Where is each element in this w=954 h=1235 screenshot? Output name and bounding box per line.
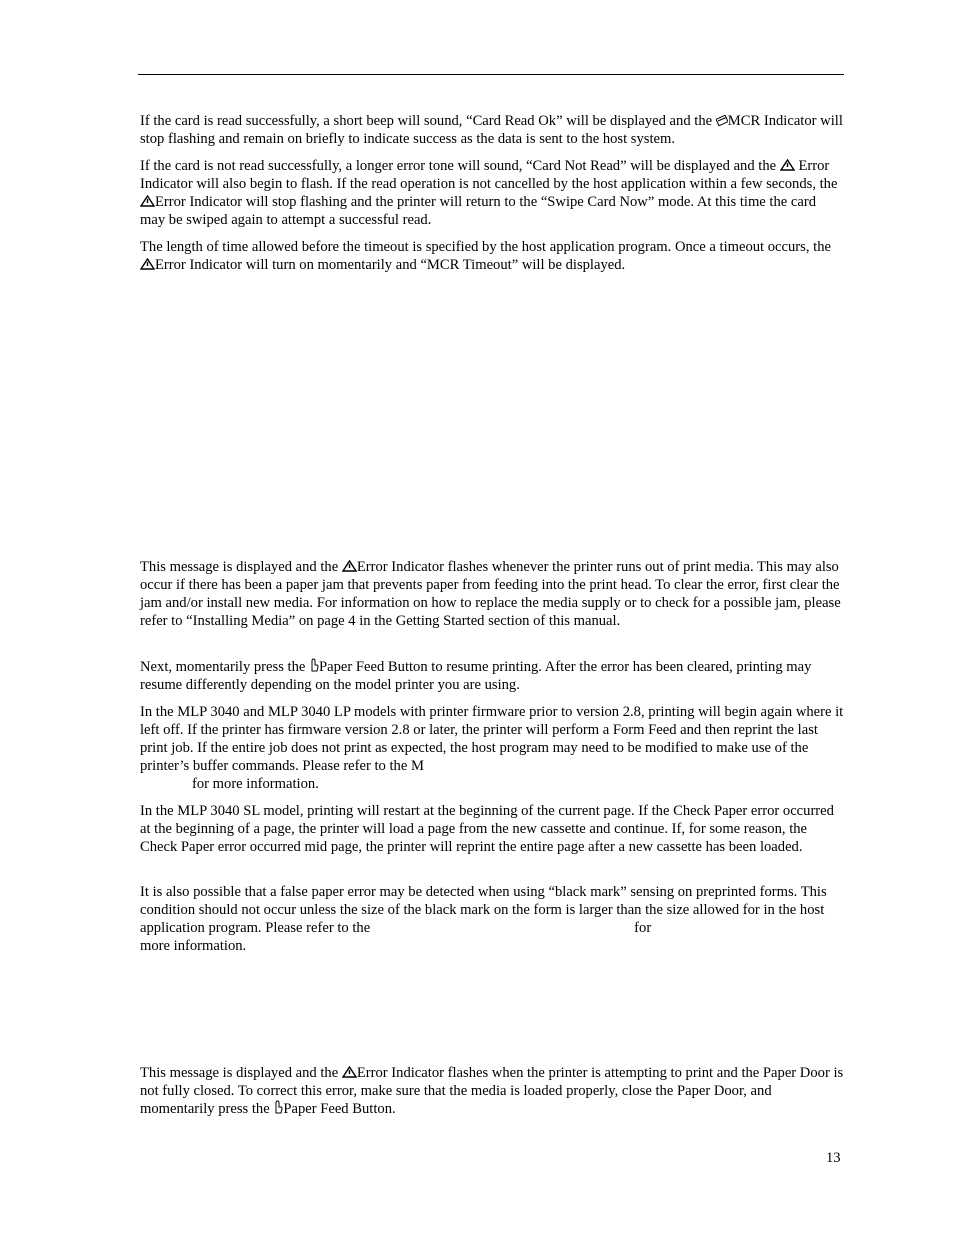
mcr-success-paragraph: If the card is read successfully, a short beep will sound, “Card Read Ok” will be displayed and the MCR Indicator will stop flashing and remain on briefly to indicate success as the data is sent to the host system.: [140, 113, 843, 147]
mcr-failure-paragraph: If the card is not read successfully, a longer error tone will sound, “Card Not Read” will be displayed and the Error Indicator will also begin to flash. If the read operation is not cancelled by the host application within a few seconds, the Error Indicator will stop flashing and the printer will return to the “Swipe Card Now” mode. At this time the card may be swiped again to attempt a successful read.: [140, 158, 838, 228]
mcr-timeout-paragraph: The length of time allowed before the timeout is specified by the host application program. Once a timeout occurs, the Error Indicator will turn on momentarily and “MCR Timeout” will be displayed.: [140, 239, 831, 273]
paper-feed-hand-icon: [309, 658, 319, 672]
warning-triangle-icon: [342, 560, 357, 572]
check-paper-paragraph: This message is displayed and the Error Indicator flashes whenever the printer runs out of print media. This may also occur if there has been a paper jam that prevents paper from feeding into the print head. To clear the error, first clear the jam and/or install new media. For information on how to replace the media supply or to check for a possible jam, please refer to “Installing Media” on page 4 in the Getting Started section of this manual.: [140, 559, 841, 629]
warning-triangle-icon: [342, 1066, 357, 1078]
mlp3040-paragraph: In the MLP 3040 and MLP 3040 LP models with printer firmware prior to version 2.8, printing will begin again where it left off. If the printer has firmware version 2.8 or later, the printer will perform a Form Feed and then reprint the last print job. If the entire job does not print as expected, the host program may need to be modified to make use of the printer’s buffer commands. Please refer to the M for more information.: [140, 704, 844, 792]
page-number: 13: [826, 1150, 841, 1166]
card-icon: [716, 115, 728, 126]
paper-feed-paragraph: Next, momentarily press the Paper Feed Button to resume printing. After the error has been cleared, printing may resume differently depending on the model printer you are using.: [140, 659, 812, 693]
warning-triangle-icon: [140, 195, 155, 207]
warning-triangle-icon: [140, 258, 155, 270]
warning-triangle-icon: [780, 159, 795, 171]
black-mark-paragraph: It is also possible that a false paper error may be detected when using “black mark” sensing on preprinted forms. This condition should not occur unless the size of the black mark on the form is larger than the size allowed for in the host application program. Please refer to the for more information.: [140, 884, 827, 954]
header-rule: [138, 74, 844, 75]
paper-feed-hand-icon: [273, 1100, 283, 1114]
paper-door-paragraph: This message is displayed and the Error Indicator flashes when the printer is attempting to print and the Paper Door is not fully closed. To correct this error, make sure that the media is loaded properly, close the Paper Door, and momentarily press the Paper Feed Button.: [140, 1065, 844, 1117]
mlp3040sl-paragraph: In the MLP 3040 SL model, printing will restart at the beginning of the current page. If the Check Paper error occurred at the beginning of a page, the printer will load a page from the new cassette and continue. If, for some reason, the Check Paper error occurred mid page, the printer will reprint the entire page after a new cassette has been loaded.: [140, 803, 834, 855]
